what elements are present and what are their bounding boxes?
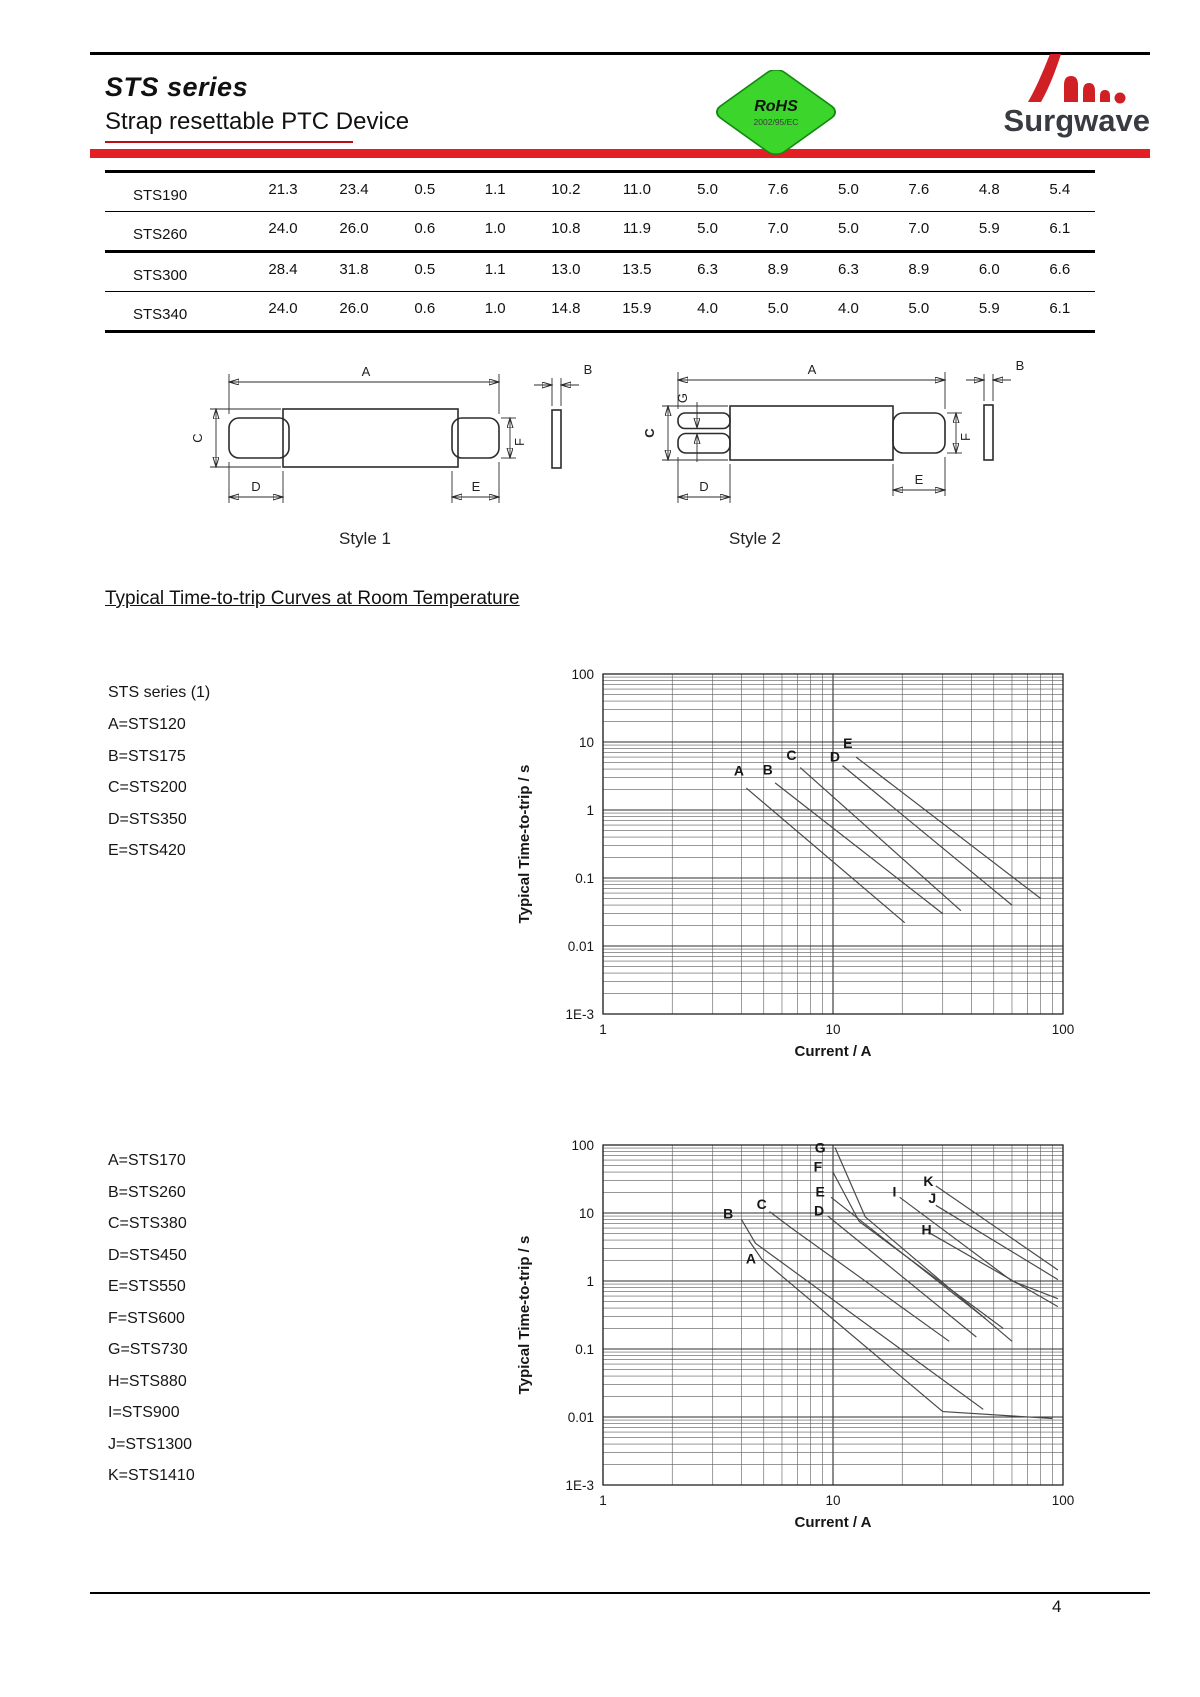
spec-value: 5.0 [813,172,883,212]
surgwave-logo-icon [990,52,1150,108]
curve-label-A: A [733,762,745,779]
spec-value: 7.0 [743,212,813,252]
spec-value: 6.3 [672,252,742,292]
spec-value: 0.6 [390,292,460,332]
spec-value: 7.6 [743,172,813,212]
curve-D [843,766,1013,906]
spec-value: 0.6 [390,212,460,252]
spec-value: 14.8 [530,292,601,332]
curve-label-C: C [786,747,797,764]
x-tick-label: 100 [1051,1022,1075,1037]
curve-H [928,1232,1058,1306]
style2-caption: Style 2 [729,529,781,548]
spec-value: 23.4 [319,172,390,212]
spec-value: 0.5 [390,252,460,292]
spec-value: 4.0 [672,292,742,332]
spec-value: 4.8 [954,172,1024,212]
spec-value: 31.8 [319,252,390,292]
y-tick-label: 1 [586,803,594,818]
part-number: STS300 [105,252,248,292]
curve-label-C: C [756,1195,767,1212]
spec-value: 6.6 [1024,252,1095,292]
chart1-legend-title: STS series (1) [108,684,211,701]
curve-A [746,788,904,923]
dim-E: E [914,472,924,487]
spec-value: 5.0 [672,172,742,212]
style1-caption: Style 1 [339,529,391,548]
legend-item: B=STS175 [108,747,186,765]
spec-value: 21.3 [248,172,319,212]
dim-G: G [675,392,690,404]
curve-label-B: B [762,761,773,778]
spec-value: 26.0 [319,212,390,252]
spec-value: 8.9 [884,252,954,292]
curve-B [775,783,943,914]
legend-item: H=STS880 [108,1372,187,1390]
legend-item: A=STS120 [108,716,186,733]
curve-label-A: A [745,1250,757,1267]
y-axis-title: Typical Time-to-trip / s [516,764,533,924]
legend-item: B=STS260 [108,1183,186,1201]
x-tick-label: 1 [599,1022,607,1037]
x-tick-label: 1 [599,1493,607,1508]
spec-value: 10.8 [530,212,601,252]
y-tick-label: 1 [586,1274,594,1289]
curve-label-B: B [723,1205,734,1222]
footer-rule [90,1592,1150,1594]
table-row [105,172,1095,212]
curve-label-F: F [813,1158,823,1175]
spec-value: 5.0 [743,292,813,332]
curve-E [856,757,1041,898]
legend-item: A=STS170 [108,1152,186,1169]
part-number: STS260 [105,212,248,252]
dim-D: D [251,479,261,494]
spec-value: 5.9 [954,212,1024,252]
section-heading: Typical Time-to-trip Curves at Room Temperature [105,588,520,609]
curve-label-E: E [815,1183,825,1200]
curve-C [800,768,961,911]
curve-label-H: H [921,1221,932,1238]
rohs-directive: 2002/95/EC [753,117,799,127]
spec-value: 1.0 [460,212,530,252]
chart2-legend [108,1152,195,1499]
legend-item: C=STS200 [108,779,187,796]
chart1-legend [108,684,210,874]
spec-value: 7.0 [884,212,954,252]
page-subtitle: Strap resettable PTC Device [105,108,410,135]
curve-F [833,1172,1003,1328]
table-row [105,212,1095,252]
legend-item: K=STS1410 [108,1467,195,1484]
spec-value: 6.0 [954,252,1024,292]
curve-A [749,1240,1053,1418]
legend-item: J=STS1300 [108,1435,193,1453]
subtitle-underline [105,141,353,143]
spec-value: 1.0 [460,292,530,332]
spec-value: 8.9 [743,252,813,292]
curve-label-J: J [928,1190,937,1207]
spec-value: 1.1 [460,172,530,212]
spec-value: 13.5 [601,252,672,292]
legend-item: C=STS380 [108,1215,187,1232]
time-to-trip-chart-1 [470,640,1130,1080]
y-axis-title: Typical Time-to-trip / s [516,1235,533,1395]
curve-label-G: G [814,1139,826,1156]
curve-B [742,1220,984,1410]
spec-value: 6.1 [1024,292,1095,332]
legend-item: G=STS730 [108,1341,188,1358]
spec-value: 5.9 [954,292,1024,332]
dim-B: B [583,362,593,377]
spec-value: 5.0 [672,212,742,252]
spec-value: 6.1 [1024,212,1095,252]
spec-value: 11.0 [601,172,672,212]
dim-D: D [699,479,709,494]
rohs-badge-icon [715,70,840,158]
spec-value: 7.6 [884,172,954,212]
y-tick-label: 0.1 [575,1342,594,1357]
spec-value: 28.4 [248,252,319,292]
part-number: STS190 [105,172,248,212]
y-tick-label: 1E-3 [565,1007,594,1022]
spec-value: 5.4 [1024,172,1095,212]
curve-label-D: D [829,748,841,765]
style1-drawing [150,350,620,510]
x-axis-title: Current / A [794,1514,872,1531]
table-row [105,292,1095,332]
dim-F: F [958,433,973,441]
dim-F: F [512,438,527,446]
legend-item: E=STS550 [108,1278,186,1295]
curve-label-D: D [814,1202,825,1219]
spec-value: 11.9 [601,212,672,252]
y-tick-label: 10 [578,1206,594,1221]
legend-item: F=STS600 [108,1309,185,1327]
y-tick-label: 100 [571,1138,594,1153]
dim-A: A [807,362,817,377]
y-tick-label: 100 [571,667,594,682]
y-tick-label: 0.1 [575,871,594,886]
curve-label-I: I [892,1183,897,1200]
style2-drawing [610,350,1080,510]
x-tick-label: 10 [825,1022,841,1037]
rohs-label: RoHS [754,98,798,115]
spec-value: 4.0 [813,292,883,332]
header-accent-bar [90,149,1150,158]
dim-C: C [642,428,657,438]
time-to-trip-chart-2 [470,1100,1130,1560]
y-tick-label: 10 [578,735,594,750]
spec-value: 13.0 [530,252,601,292]
curve-label-E: E [843,734,853,751]
page-title: STS series [105,72,249,102]
x-tick-label: 10 [825,1493,841,1508]
x-tick-label: 100 [1051,1493,1075,1508]
spec-value: 24.0 [248,292,319,332]
spec-value: 5.0 [884,292,954,332]
curve-label-K: K [923,1172,934,1189]
dim-B: B [1015,358,1025,373]
y-tick-label: 1E-3 [565,1478,594,1493]
curve-J [936,1205,1058,1279]
x-axis-title: Current / A [794,1043,872,1060]
legend-item: E=STS420 [108,842,186,859]
dim-C: C [190,433,205,443]
spec-value: 5.0 [813,212,883,252]
spec-value: 1.1 [460,252,530,292]
brand-name: Surgwave [1003,103,1150,138]
page-number: 4 [1052,1597,1062,1616]
spec-value: 15.9 [601,292,672,332]
y-tick-label: 0.01 [567,1410,594,1425]
spec-value: 10.2 [530,172,601,212]
spec-table-body [105,172,1095,332]
spec-value: 24.0 [248,212,319,252]
legend-item: D=STS450 [108,1246,187,1264]
spec-value: 0.5 [390,172,460,212]
legend-item: D=STS350 [108,810,187,828]
y-tick-label: 0.01 [567,939,594,954]
spec-table [105,170,1095,333]
spec-value: 26.0 [319,292,390,332]
dim-E: E [471,479,481,494]
table-row [105,252,1095,292]
spec-value: 6.3 [813,252,883,292]
legend-item: I=STS900 [108,1404,180,1421]
part-number: STS340 [105,292,248,332]
dim-A: A [361,364,371,379]
